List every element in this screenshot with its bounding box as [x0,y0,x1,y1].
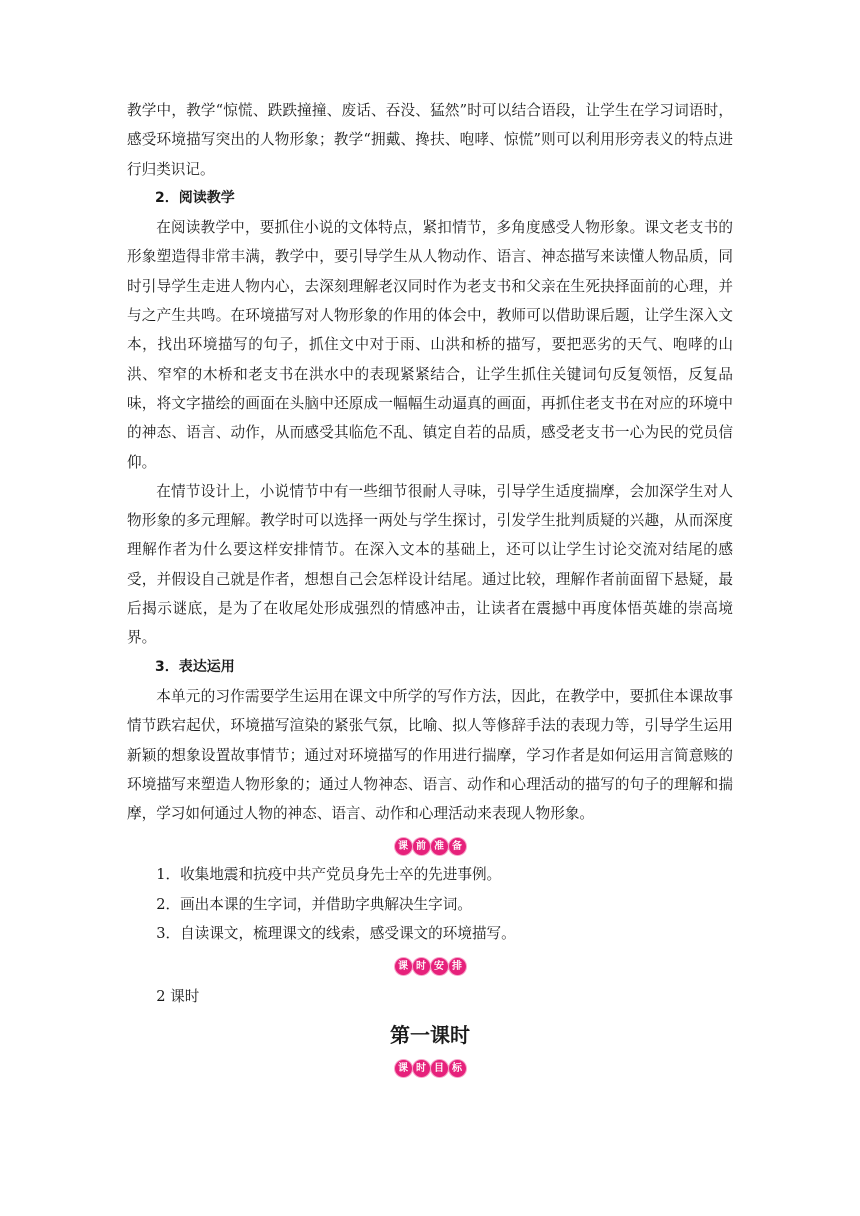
badge-char: 课 [395,1060,412,1077]
heading-reading-teaching: 2．阅读教学 [155,189,235,206]
paragraph-reading-2: 在情节设计上，小说情节中有一些细节很耐人寻味，引导学生适度揣摩，会加深学生对人物形象的多元理解。教学时可以选择一两处与学生探讨，引发学生批判质疑的兴趣，从而深度理解作者为什么要这样安排情节。在深入文本的基础上，还可以让学生讨论交流对结尾的感受，并假设自己就是作者，想想自己会怎样设计结尾。通过比较，理解作者前面留下悬疑，最后揭示谜底，是为了在收尾处形成强烈的情感冲击，让读者在震撼中再度体悟英雄的崇高境界。 [127,482,733,647]
badge-char: 时 [413,958,430,975]
badge-char: 时 [413,1060,430,1077]
paragraph-reading-1: 在阅读教学中，要抓住小说的文体特点，紧扣情节，多角度感受人物形象。课文老支书的形象塑造得非常丰满，教学中，要引导学生从人物动作、语言、神态描写来读懂人物品质，同时引导学生走进人物内心，去深刻理解老汉同时作为老支书和父亲在生死抉择面前的心理，并与之产生共鸣。在环境描写对人物形象的作用的体会中，教师可以借助课后题，让学生深入文本，找出环境描写的句子，抓住文中对于雨、山洪和桥的描写，要把恶劣的天气、咆哮的山洪、窄窄的木桥和老支书在洪水中的表现紧紧结合，让学生抓住关键词句反复领悟，反复品味，将文字描绘的画面在头脑中还原成一幅幅生动逼真的画面，再抓住老支书在对应的环境中的神态、语言、动作，从而感受其临危不乱、镇定自若的品质，感受老支书一心为民的党员信仰。 [127,219,733,471]
prep-item: 1．收集地震和抗疫中共产党员身先士卒的先进事例。 [156,866,502,884]
paragraph-vocab-teaching: 教学中，教学“惊慌、跌跌撞撞、废话、吞没、猛然”时可以结合语段，让学生在学习词语时，感受环境描写突出的人物形象；教学“拥戴、搀扶、咆哮、惊慌”则可以利用形旁表义的特点进行归类识记。 [127,102,733,178]
badge-schedule [127,954,733,976]
badge-char: 前 [413,838,430,855]
heading-expression: 3．表达运用 [155,658,235,675]
badge-prep [127,834,733,856]
badge-char: 课 [395,838,412,855]
badge-char: 安 [431,958,448,975]
schedule-text: 2 课时 [156,988,200,1006]
document-page [127,96,733,1082]
badge-char: 准 [431,838,448,855]
paragraph-expression: 本单元的习作需要学生运用在课文中所学的写作方法，因此，在教学中，要抓住本课故事情节跌宕起伏，环境描写渲染的紧张气氛，比喻、拟人等修辞手法的表现力等，引导学生运用新颖的想象设置故事情节；通过对环境描写的作用进行揣摩，学习作者是如何运用言简意赅的环境描写来塑造人物形象的；通过人物神态、语言、动作和心理活动的描写的句子的理解和揣摩，学习如何通过人物的神态、语言、动作和心理活动来表现人物形象。 [127,687,733,823]
badge-char: 课 [395,958,412,975]
badge-char: 排 [449,958,466,975]
badge-char: 标 [449,1060,466,1077]
badge-char: 目 [431,1060,448,1077]
lesson-title: 第一课时 [390,1022,470,1047]
prep-item: 3．自读课文，梳理课文的线索，感受课文的环境描写。 [156,925,516,943]
prep-item: 2．画出本课的生字词，并借助字典解决生字词。 [156,895,472,913]
badge-goal [127,1056,733,1078]
badge-char: 备 [449,838,466,855]
